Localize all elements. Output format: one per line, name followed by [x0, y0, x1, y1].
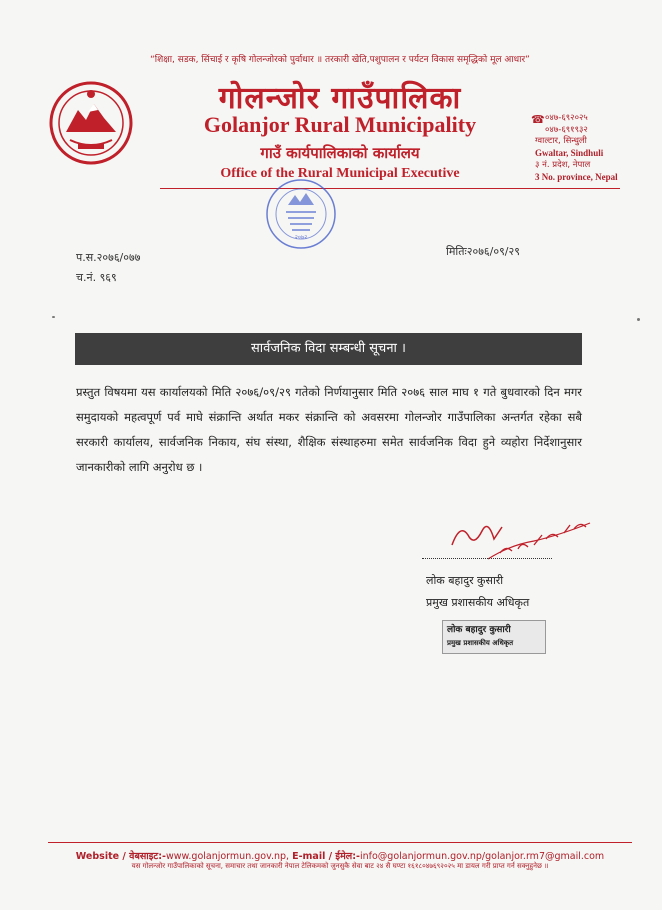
municipality-title-nepali: गोलन्जोर गाउँपालिका — [218, 81, 462, 116]
address-english: Gwaltar, Sindhuli — [535, 148, 604, 158]
signatory-name: लोक बहादुर कुसारी — [426, 574, 504, 587]
seal-designation: प्रमुख प्रशासकीय अधिकृत — [447, 639, 514, 647]
seal-name: लोक बहादुर कुसारी — [447, 625, 511, 635]
office-stamp — [262, 175, 340, 253]
footer-contact — [48, 849, 632, 862]
name-seal — [442, 620, 546, 654]
address-nepali: ग्वाल्टार, सिन्धुली — [535, 136, 587, 146]
office-title-english: Office of the Rural Municipal Executive — [220, 166, 460, 181]
notice-title: सार्वजनिक विदा सम्बन्धी सूचना । — [75, 333, 582, 365]
svg-text:२०७२: २०७२ — [294, 234, 308, 241]
province-nepali: ३ नं. प्रदेश, नेपाल — [535, 160, 591, 170]
phone-number-2: ०४७-६९१९३२ — [545, 125, 588, 135]
province-english: 3 No. province, Nepal — [535, 172, 618, 182]
phone-icon: ☎ — [531, 113, 545, 126]
website-link[interactable]: www.golanjormun.gov.np, — [165, 851, 290, 862]
handwritten-signature — [430, 505, 600, 565]
phone-block — [531, 112, 635, 136]
address-block — [535, 135, 635, 183]
office-title-nepali: गाउँ कार्यपालिकाको कार्यालय — [260, 144, 420, 162]
scan-mark — [52, 316, 55, 318]
phone-number-1: ०४७-६९२०२५ — [545, 113, 588, 123]
header-motto: “शिक्षा, सडक, सिंचाई र कृषि गोलन्जोरको पुर्वाधार ॥ तरकारी खेति,पशुपालन र पर्यटन विकास समृद्धिको मूल आधार” — [150, 55, 530, 65]
nepal-emblem-icon — [48, 80, 134, 166]
footer-divider — [48, 842, 632, 843]
email-link[interactable]: info@golanjormun.gov.np/golanjor.rm7@gmail.com — [359, 851, 605, 862]
letter-chalani-number: च.नं. ९६९ — [76, 271, 117, 284]
signatory-block — [426, 570, 529, 614]
scan-mark — [637, 318, 640, 321]
website-label: Website / वेबसाइट:- — [75, 851, 166, 862]
header-divider — [160, 188, 620, 189]
signatory-designation: प्रमुख प्रशासकीय अधिकृत — [426, 596, 530, 609]
letter-ps-number: प.स.२०७६/०७७ — [76, 251, 141, 264]
municipality-title-english: Golanjor Rural Municipality — [203, 112, 477, 137]
signature-line — [422, 558, 552, 559]
reference-block — [76, 248, 140, 288]
letter-date: मितिः२०७६/०९/२९ — [446, 245, 520, 258]
notice-body: प्रस्तुत विषयमा यस कार्यालयको मिति २०७६/०९/२९ गतेको निर्णयानुसार मिति २०७६ साल माघ १ गते बुधवारको दिन मगर समुदायको महत्वपूर्ण पर्व माघे संक्रान्ति अर्थात मकर संक्रान्ति को अवसरमा गोलन्जोर गाउँपालिका अन्तर्गत रहेका सबै सरकारी कार्यालय, सार्वजनिक निकाय, संघ संस्था, शैक्षिक संस्थाहरुमा समेत सार्वजनिक विदा हुने व्यहोरा निर्देशानुसार जानकारीको लागि अनुरोध छ । — [76, 385, 582, 474]
footer-notice: यस गोलन्जोर गाउँपालिकाको सूचना, समाचार तथा जानकारी नेपाल टेलिकमको जुनसुकै सेवा बाट २४ सै घण्टा १६१८०४७६९२०२५ मा डायल गरी प्राप्त गर्न सक्नुहुनेछ ॥ — [131, 862, 549, 870]
email-label: E-mail / ईमेल:- — [292, 851, 360, 862]
